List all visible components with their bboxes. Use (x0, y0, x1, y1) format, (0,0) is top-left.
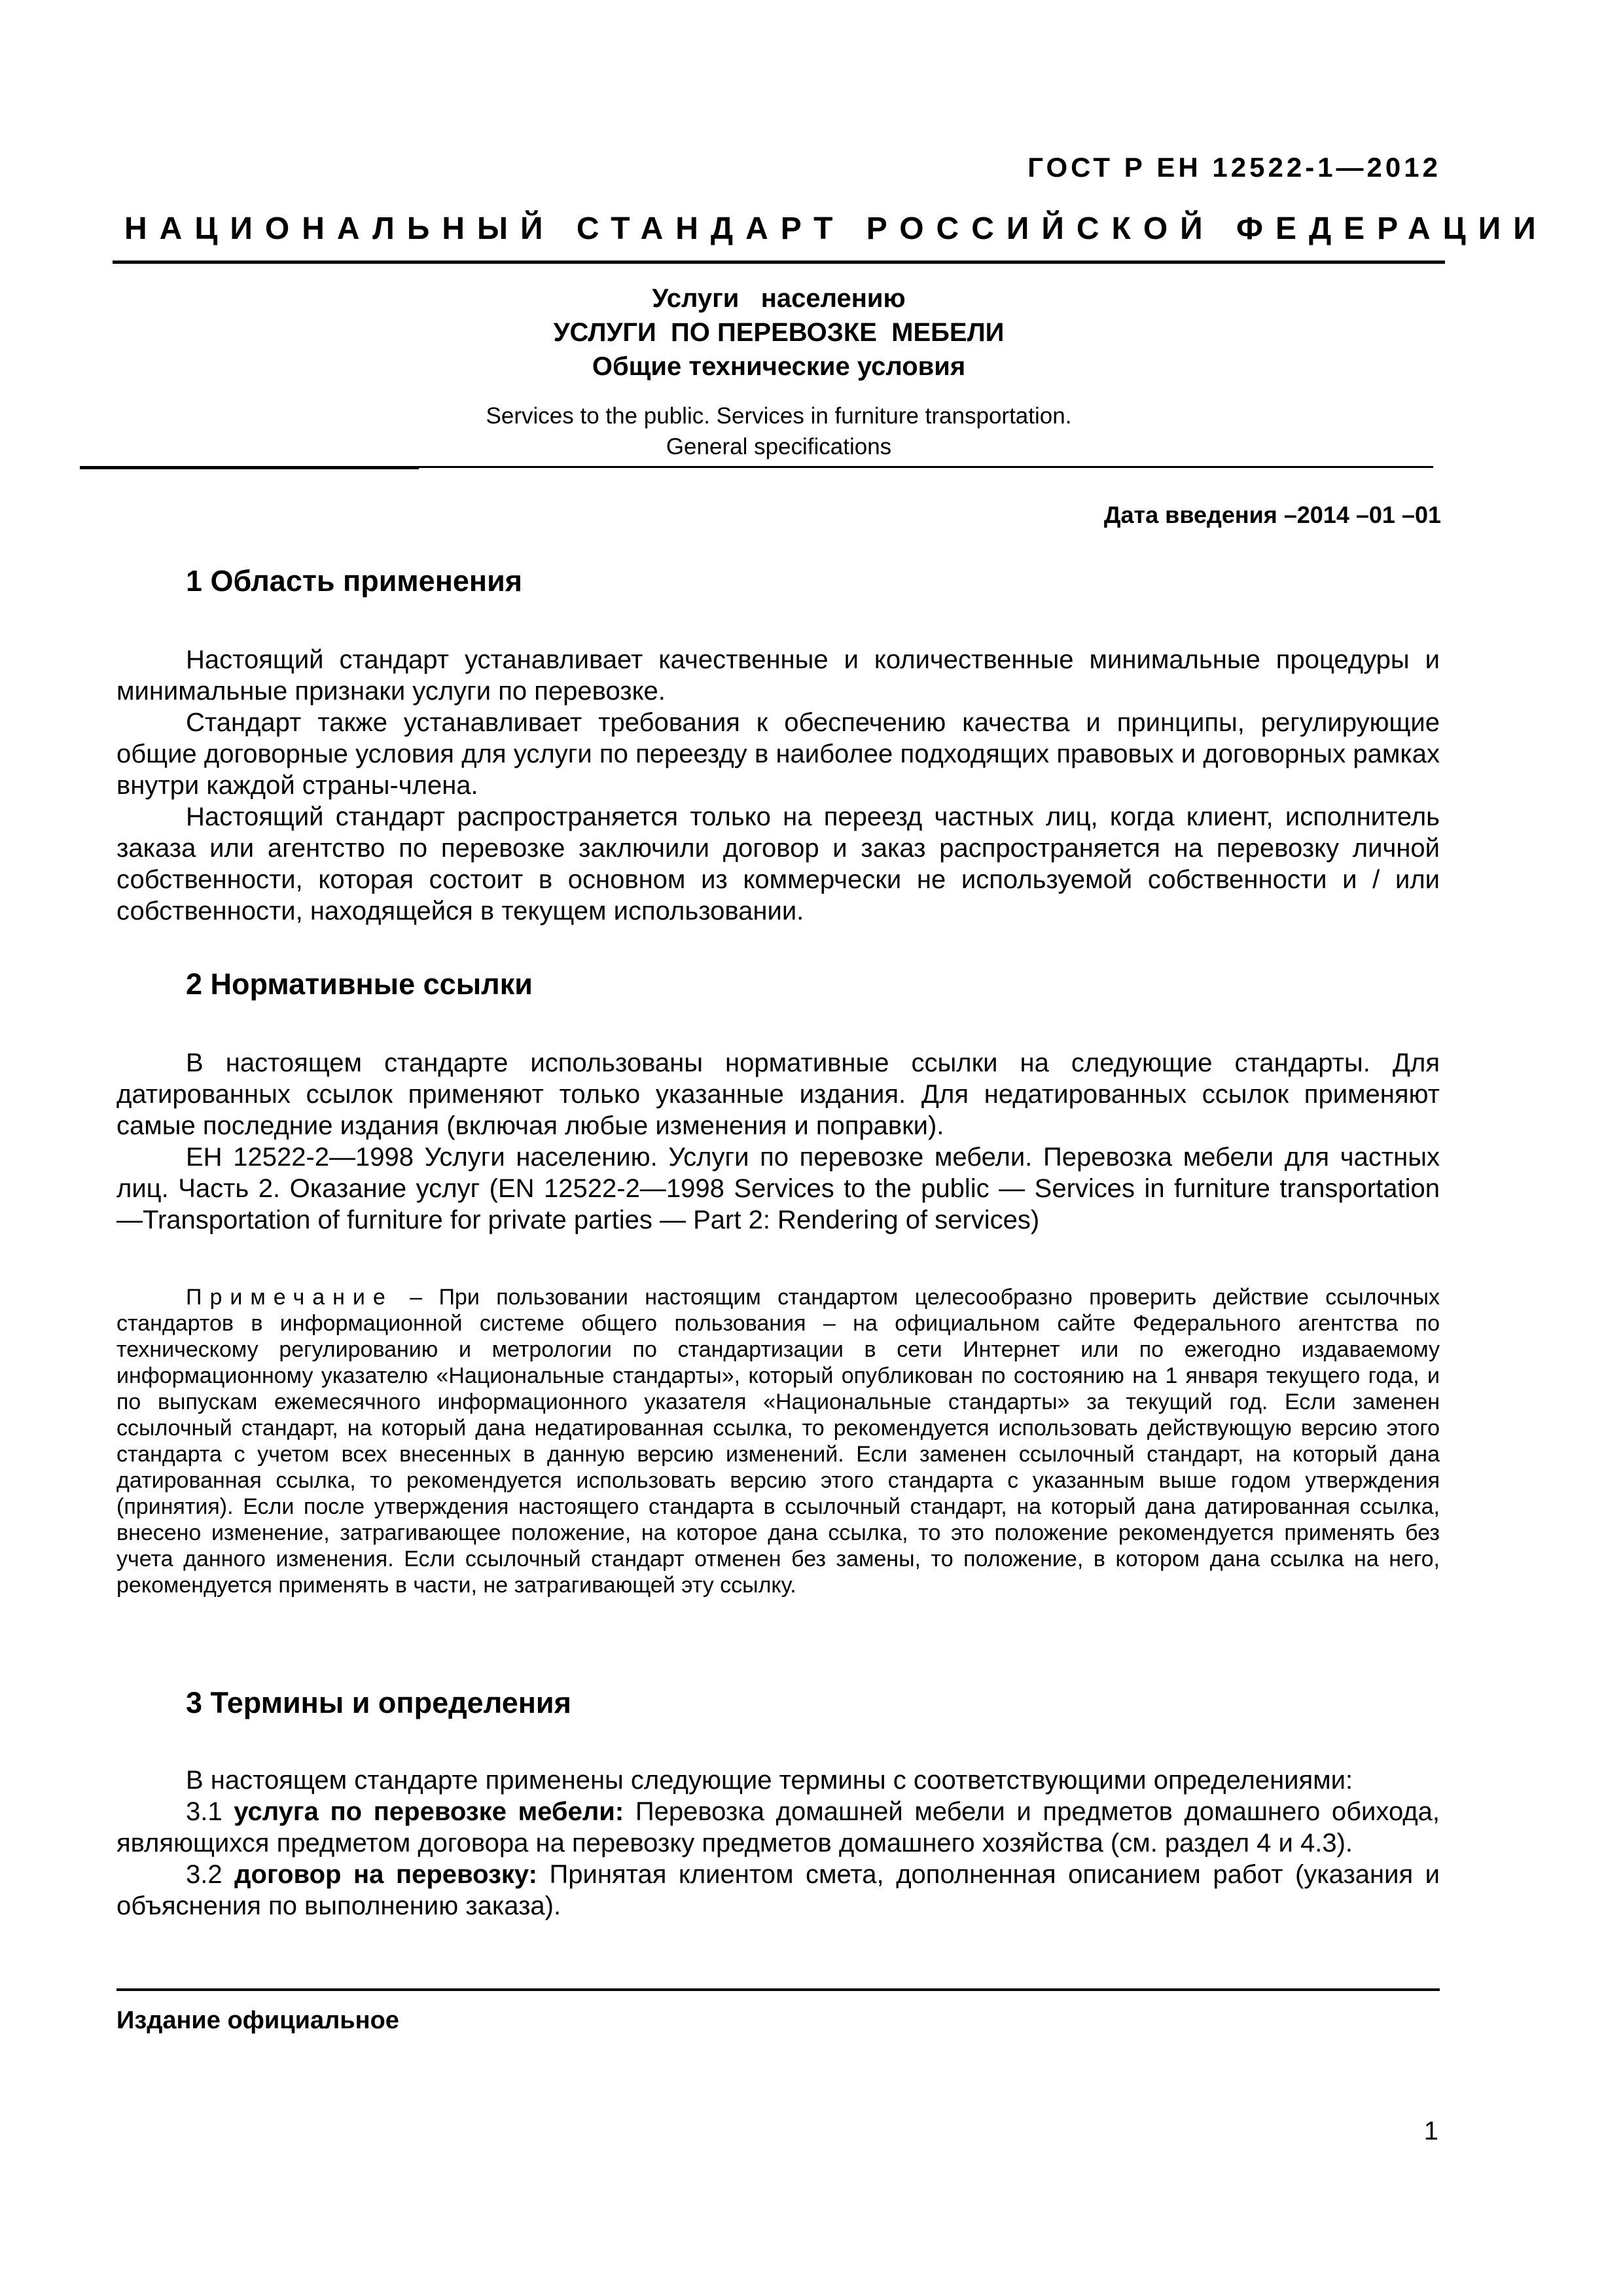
section-2-body (116, 1047, 1440, 1236)
section-3-paragraph: В настоящем стандарте применены следующие термины с соответствующими определениями: (186, 1766, 1353, 1795)
term-number: 3.1 (186, 1797, 234, 1826)
section-2-heading: 2 Нормативные ссылки (186, 967, 533, 1001)
title-divider-thick (80, 466, 419, 469)
title-divider-thin (419, 466, 1433, 468)
footer-divider (116, 1988, 1440, 1991)
section-3-body (116, 1765, 1440, 1922)
section-1-paragraph: Настоящий стандарт устанавливает качественные и количественные минимальные процедуры и минимальные признаки услуги по перевозке. (116, 645, 1440, 706)
term-3-2 (116, 1859, 1440, 1922)
term-3-1 (116, 1796, 1440, 1859)
term-number: 3.2 (186, 1860, 235, 1889)
page-number: 1 (1423, 2117, 1438, 2145)
title-en-line1: Services to the public. Services in furniture transportation. (486, 403, 1072, 429)
section-1-paragraph: Настоящий стандарт распространяется только на переезд частных лиц, когда клиент, исполнитель заказа или агентство по перевозке заключили договор и заказ распространяется на перевозку личной собственности, которая состоит в основном из коммерчески не используемой собственности и / или собственности, находящейся в текущем использовании. (116, 802, 1440, 925)
gost-code: ГОСТ Р ЕН 12522-1—2012 (1027, 152, 1441, 183)
standard-title-en-block (393, 401, 1165, 462)
section-2-paragraph: ЕН 12522-2—1998 Услуги населению. Услуги по перевозке мебели. Перевозка мебели для частных лиц. Часть 2. Оказание услуг (EN 12522-2—1998 Services to the public — Services in furniture transportation —Transportation of furniture for private parties — Part 2: Rendering of services) (116, 1143, 1440, 1234)
title-en-line2: General specifications (666, 434, 892, 459)
note-label: Примечание (186, 1285, 393, 1310)
standard-title-block (458, 281, 1099, 384)
section-1-heading: 1 Область применения (186, 564, 523, 598)
term-name: услуга по перевозке мебели: (234, 1797, 624, 1826)
note-block (116, 1284, 1440, 1598)
title-ru-line3: Общие технические условия (592, 352, 966, 381)
section-2-paragraph: В настоящем стандарте использованы нормативные ссылки на следующие стандарты. Для датированных ссылок применяют только указанные издания. Для недатированных ссылок применяют самые последние издания (включая любые изменения и поправки). (116, 1049, 1440, 1140)
national-standard-title: НАЦИОНАЛЬНЫЙ СТАНДАРТ РОССИЙСКОЙ ФЕДЕРАЦИИ (124, 211, 1548, 246)
title-ru-line1: Услуги населению (652, 284, 906, 313)
term-definition: Принятая клиентом смета, дополненная описанием работ (указания и объяснения по выполнению заказа). (116, 1860, 1440, 1920)
term-definition: Перевозка домашней мебели и предметов домашнего обихода, являющихся предметом договора на перевозку предметов домашнего хозяйства (см. раздел 4 и 4.3). (116, 1797, 1440, 1857)
note-text: – При пользовании настоящим стандартом целесообразно проверить действие ссылочных стандартов в информационной системе общего пользования – на официальном сайте Федерального агентства по техническому регулированию и метрологии по стандартизации в сети Интернет или по ежегодно издаваемому информационному указателю «Национальные стандарты», который опубликован по состоянию на 1 января текущего года, и по выпускам ежемесячного информационного указателя «Национальные стандарты» за текущий год. Если заменен ссылочный стандарт, на который дана недатированная ссылка, то рекомендуется использовать действующую версию этого стандарта с учетом всех внесенных в данную версию изменений. Если заменен ссылочный стандарт, на который дана датированная ссылка, то рекомендуется использовать версию этого стандарта с указанным выше годом утверждения (принятия). Если после утверждения настоящего стандарта в ссылочный стандарт, на который дана датированная ссылка, внесено изменение, затрагивающее положение, на которое дана ссылка, то это положение рекомендуется применять без учета данного изменения. Если ссылочный стандарт отменен без замены, то положение, в котором дана ссылка на него, рекомендуется применять в части, не затрагивающей эту ссылку. (116, 1285, 1440, 1598)
section-1-paragraph: Стандарт также устанавливает требования к обеспечению качества и принципы, регулирующие общие договорные условия для услуги по переезду в наиболее подходящих правовых и договорных рамках внутри каждой страны-члена. (116, 708, 1440, 800)
section-3-heading: 3 Термины и определения (186, 1686, 571, 1719)
title-ru-line2: УСЛУГИ ПО ПЕРЕВОЗКЕ МЕБЕЛИ (553, 318, 1005, 347)
official-edition-label: Издание официальное (116, 2007, 399, 2034)
introduction-date: Дата введения –2014 –01 –01 (1103, 501, 1441, 528)
header-divider (113, 260, 1445, 264)
term-name: договор на перевозку: (234, 1860, 537, 1889)
section-1-body (116, 644, 1440, 927)
